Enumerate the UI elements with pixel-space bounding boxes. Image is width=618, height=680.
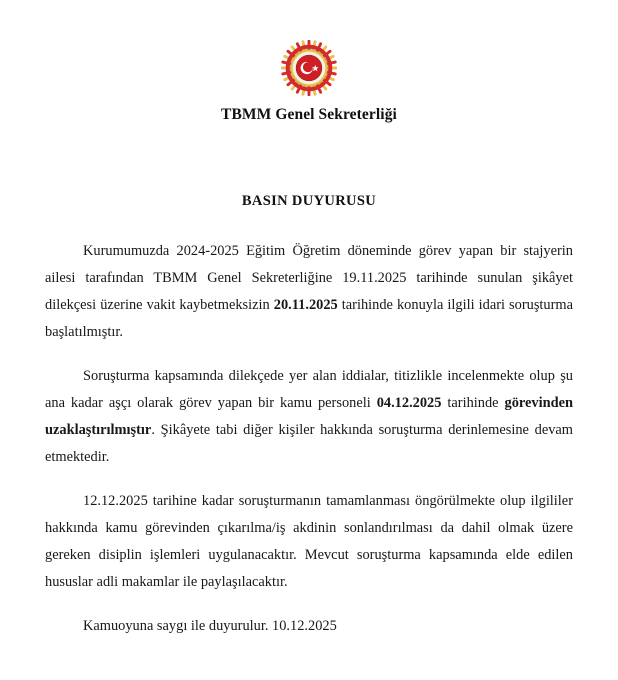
paragraph-1: Kurumumuzda 2024-2025 Eğitim Öğretim döneminde görev yapan bir stajyerin ailesi tarafından TBMM Genel Sekreterliğine 19.11.2025 tarihinde sunulan şikâyet dilekçesi üzerine vakit kaybetmeksizin 20.11.2025 tarihinde konuyla ilgili idari soruşturma başlatılmıştır. [45,242,574,340]
paragraph-2: Soruşturma kapsamında dilekçede yer alan iddialar, titizlikle incelenmekte olup şu ana kadar aşçı olarak görev yapan bir kamu personeli 04.12.2025 tarihinde görevinden uzaklaştırılmıştır. Şikâyete tabi diğer kişiler hakkında soruşturma derinlemesine devam etmektedir. [45,367,574,465]
paragraph-3: 12.12.2025 tarihine kadar soruşturmanın tamamlanması öngörülmekte olup ilgililer hakkında kamu görevinden çıkarılma/iş akdinin sonlandırılması da dahil olmak üzere gereken disiplin işlemleri uygulanacaktır. Mevcut soruşturma kapsamında elde edilen hususlar adli makamlar ile paylaşılacaktır. [45,492,573,590]
paragraph-closing: Kamuoyuna saygı ile duyurulur. 10.12.2025 [83,617,337,634]
organization-title: TBMM Genel Sekreterliği [221,106,397,123]
document-body [45,210,573,640]
tbmm-emblem-icon [281,40,337,96]
page-title: BASIN DUYURUSU [241,192,377,209]
document-header [0,0,618,125]
